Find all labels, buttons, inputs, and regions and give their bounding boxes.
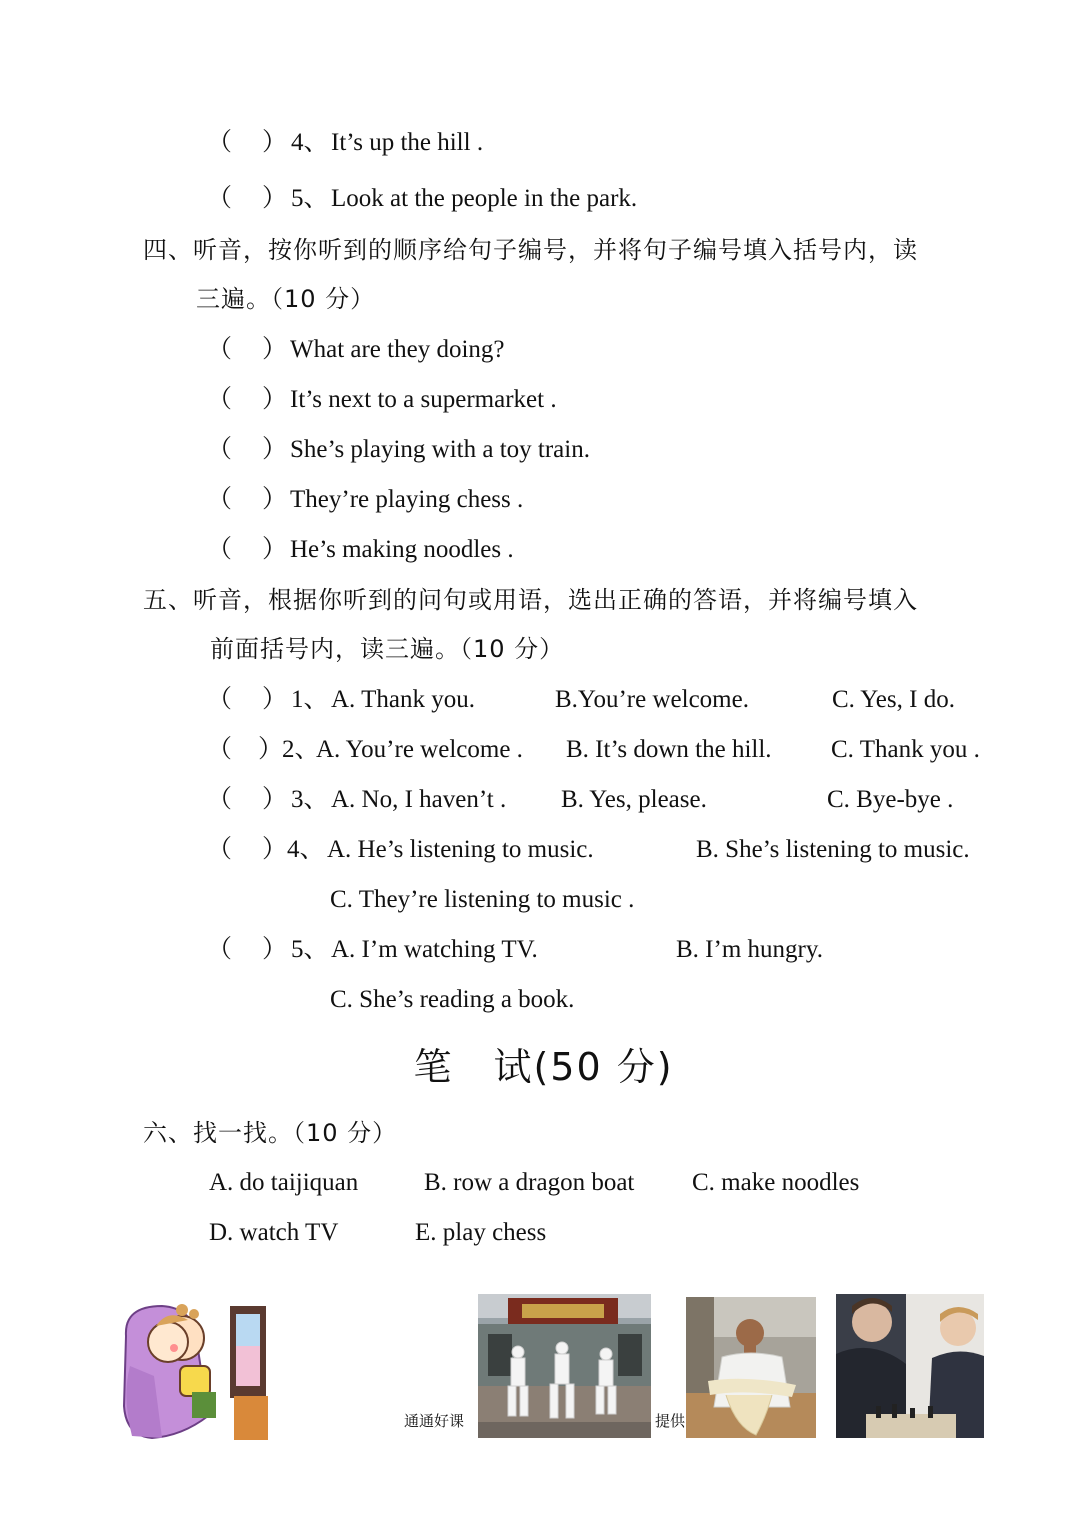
- watermark-right: 提供: [655, 1412, 686, 1430]
- option-play-chess: E. play chess: [415, 1219, 547, 1246]
- option-b: B. It’s down the hill.: [566, 736, 772, 763]
- answer-blank[interactable]: （: [207, 436, 233, 463]
- answer-blank[interactable]: （: [207, 536, 233, 563]
- option-a: A. He’s listening to music.: [327, 836, 594, 863]
- option-c: C. Thank you .: [831, 736, 980, 763]
- option-c: C. She’s reading a book.: [330, 986, 575, 1013]
- option-make-noodles: C. make noodles: [692, 1169, 860, 1196]
- option-c: C. Bye-bye .: [827, 786, 954, 813]
- option-b: B.You’re welcome.: [555, 686, 749, 713]
- playing-chess-photo: [836, 1294, 984, 1438]
- answer-blank[interactable]: （: [207, 486, 233, 513]
- section4-heading: 四、听音，按你听到的顺序给句子编号，并将句子编号填入括号内，读: [143, 236, 918, 264]
- answer-blank[interactable]: （: [207, 386, 233, 413]
- option-a: A. Thank you.: [331, 686, 475, 713]
- option-b: B. Yes, please.: [561, 786, 707, 813]
- option-a: A. No, I haven’t .: [331, 786, 507, 813]
- option-a: A. You’re welcome .: [316, 736, 523, 763]
- watch-tv-cartoon-image: [122, 1296, 268, 1444]
- answer-blank[interactable]: （: [207, 836, 233, 863]
- answer-blank[interactable]: （: [207, 936, 233, 963]
- option-row-dragon-boat: B. row a dragon boat: [424, 1169, 635, 1196]
- section5-heading-cont: 前面括号内，读三遍。（10 分）: [210, 635, 565, 663]
- option-c: C. Yes, I do.: [832, 686, 955, 713]
- answer-blank[interactable]: （: [207, 686, 233, 713]
- option-b: B. She’s listening to music.: [696, 836, 970, 863]
- watermark-left: 通通好课: [404, 1412, 465, 1430]
- section5-heading: 五、听音，根据你听到的问句或用语，选出正确的答语，并将编号填入: [143, 586, 918, 614]
- option-watch-tv: D. watch TV: [209, 1219, 339, 1246]
- answer-blank[interactable]: （: [207, 786, 233, 813]
- option-do-taijiquan: A. do taijiquan: [209, 1169, 359, 1196]
- taijiquan-photo: [478, 1294, 651, 1438]
- section6-heading: 六、找一找。（10 分）: [143, 1119, 398, 1147]
- making-noodles-photo: [686, 1297, 816, 1438]
- answer-blank[interactable]: （: [207, 185, 233, 212]
- answer-blank[interactable]: （: [207, 736, 233, 763]
- answer-blank[interactable]: （: [207, 336, 233, 363]
- written-test-title: 笔 试(50 分): [413, 1045, 674, 1089]
- option-a: A. I’m watching TV.: [331, 936, 538, 963]
- option-b: B. I’m hungry.: [676, 936, 823, 963]
- section4-heading-cont: 三遍。（10 分）: [196, 285, 376, 313]
- answer-blank[interactable]: （: [207, 129, 233, 156]
- option-c: C. They’re listening to music .: [330, 886, 635, 913]
